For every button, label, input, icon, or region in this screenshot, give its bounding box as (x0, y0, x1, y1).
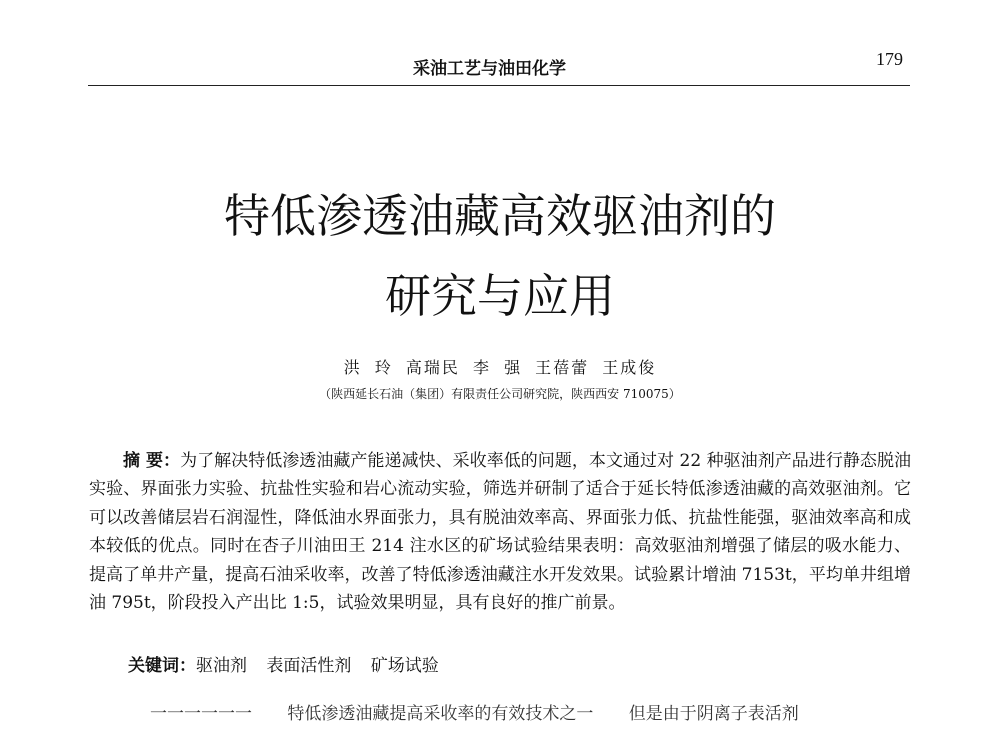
paper-title (0, 176, 1000, 336)
paper-title-line-2: 研究与应用 (385, 269, 615, 323)
header-rule (88, 85, 910, 86)
abstract-label: 摘 要： (123, 451, 181, 471)
keywords-label: 关键词： (128, 656, 196, 676)
abstract (89, 447, 911, 617)
keywords (128, 651, 439, 676)
journal-title: 采油工艺与油田化学 (413, 59, 566, 79)
keywords-list: 驱油剂 表面活性剂 矿场试验 (196, 656, 439, 676)
partial-body-text-line: 一一一一一一 特低渗透油藏提高采收率的有效技术之一 但是由于阴离子表活剂 (150, 704, 799, 724)
page-number: 179 (876, 49, 903, 69)
abstract-text: 为了解决特低渗透油藏产能递减快、采收率低的问题，本文通过对 22 种驱油剂产品进行静态脱油实验、界面张力实验、抗盐性实验和岩心流动实验，筛选并研制了适合于延长特低渗透油藏的高效驱油剂。它可以改善储层岩石润湿性，降低油水界面张力，具有脱油效率高、界面张力低、抗盐性能强，驱油效率高和成本较低的优点。同时在杏子川油田王 214 注水区的矿场试验结果表明：高效驱油剂增强了储层的吸水能力、提高了单井产量，提高石油采收率，改善了特低渗透油藏注水开发效果。试验累计增油 7153t，平均单井组增油 795t，阶段投入产出比 1:5，试验效果明显，具有良好的推广前景。 (89, 451, 911, 614)
affiliation: （陕西延长石油（集团）有限责任公司研究院，陕西西安 710075） (319, 387, 681, 401)
author-list: 洪 玲 高瑞民 李 强 王蓓蕾 王成俊 (343, 358, 657, 377)
paper-title-line-1: 特低渗透油藏高效驱油剂的 (224, 189, 776, 243)
